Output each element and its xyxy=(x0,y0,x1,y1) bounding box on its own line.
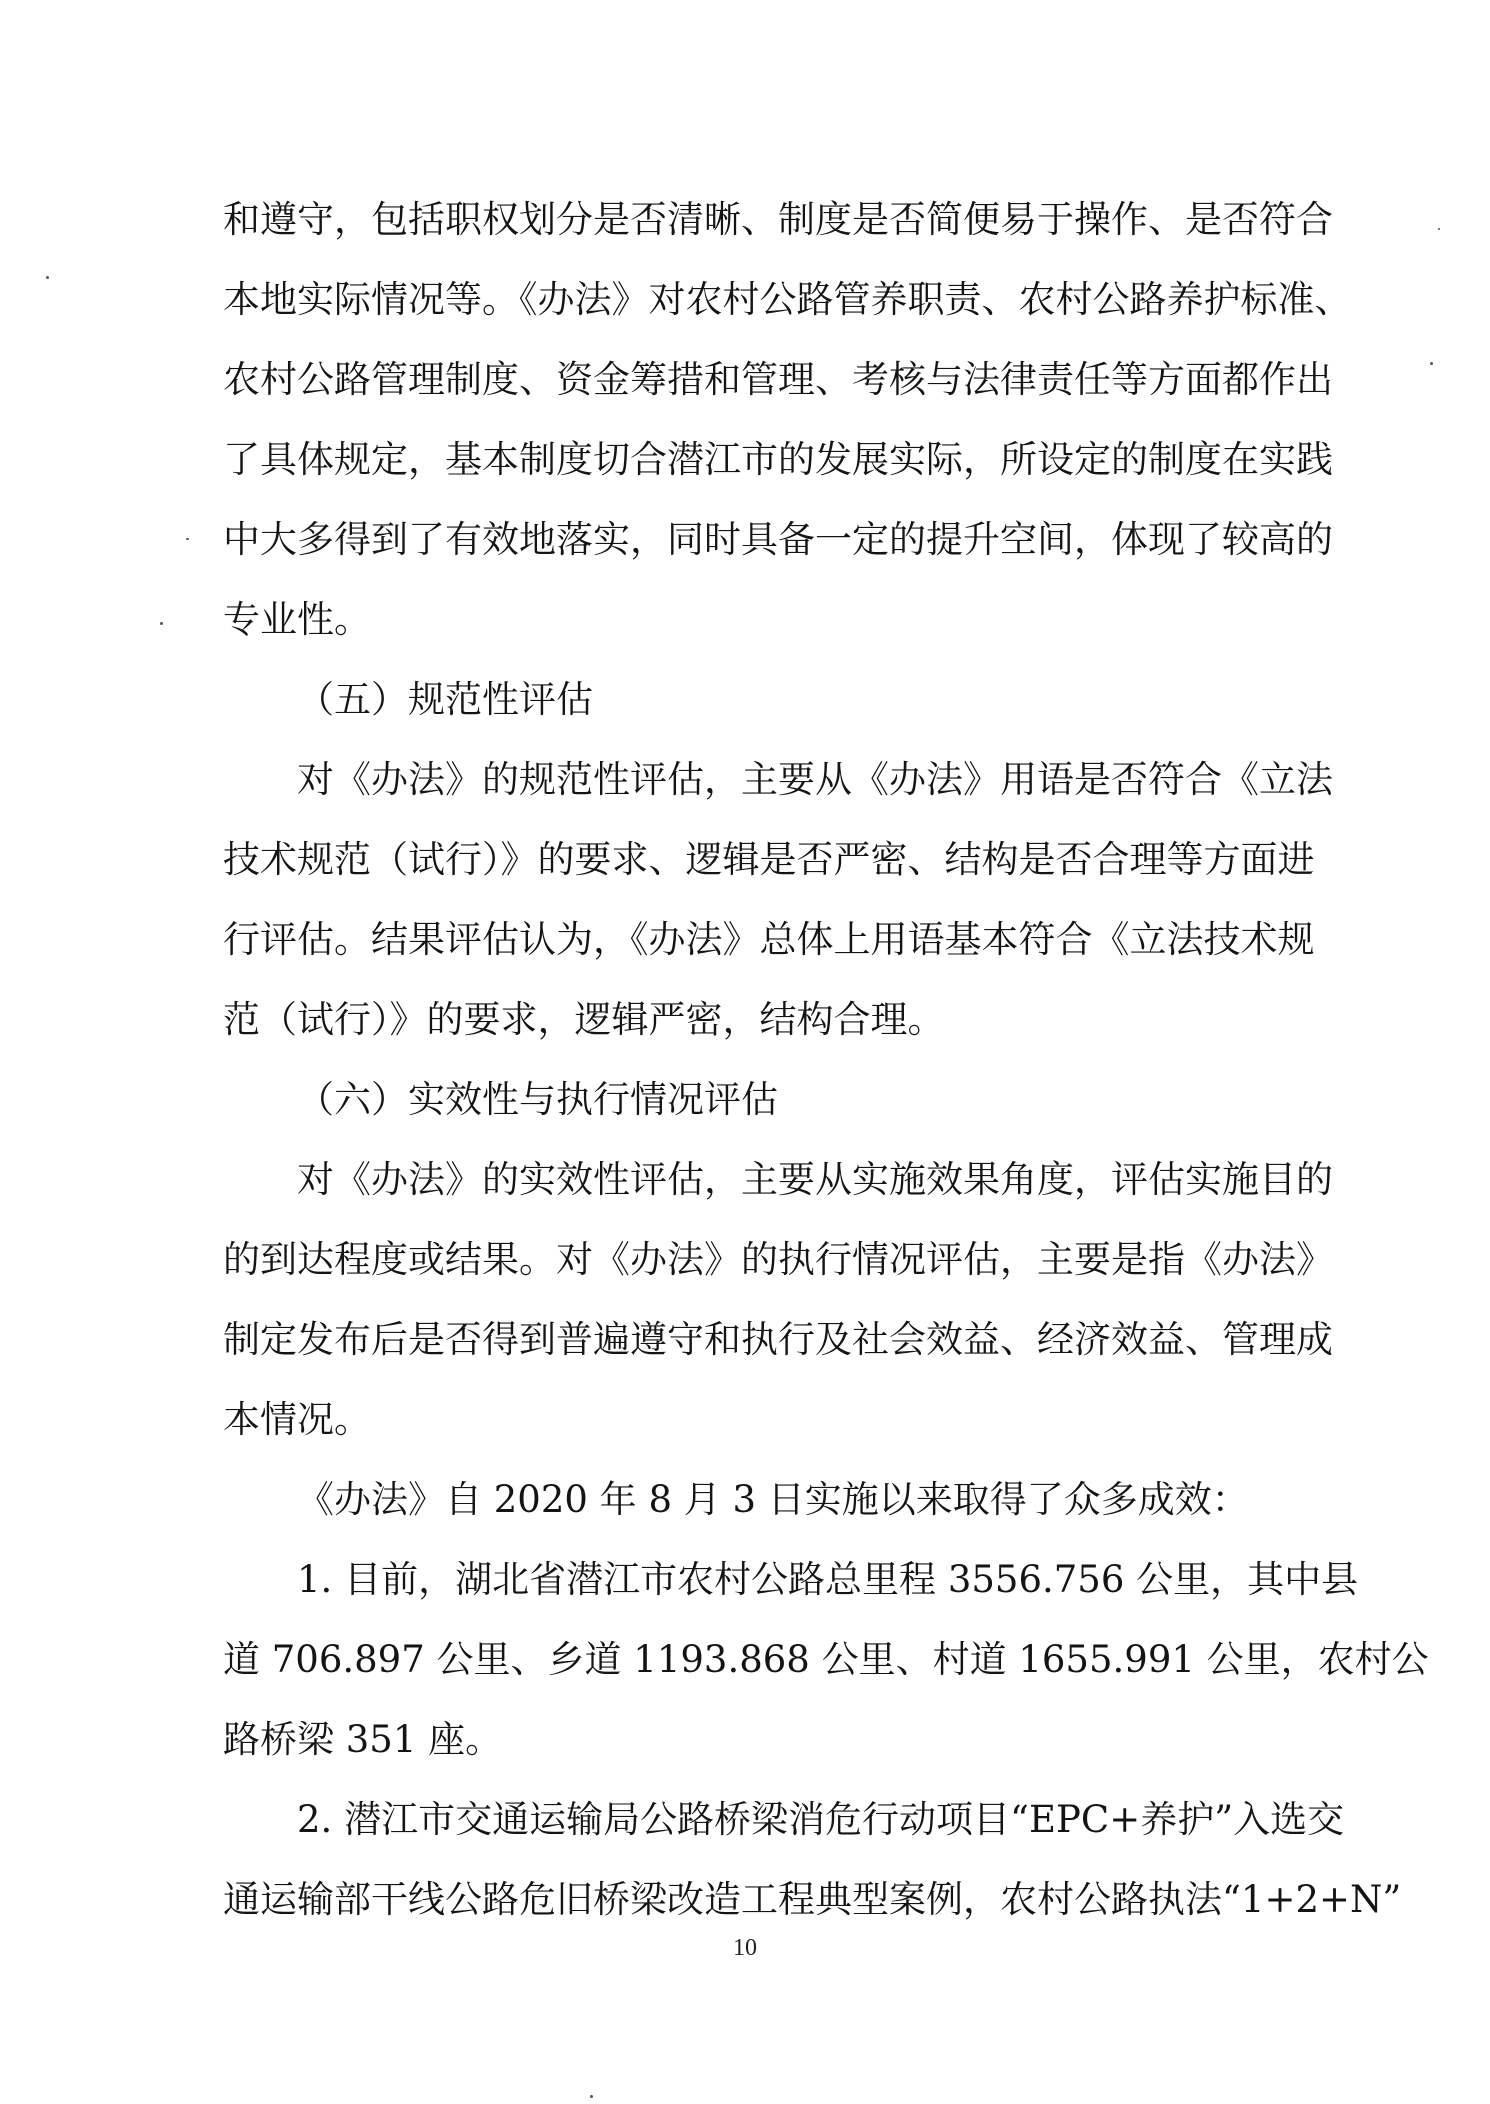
text-line: 的到达程度或结果。对《办法》的执行情况评估，主要是指《办法》 xyxy=(223,1238,1333,1281)
list-item-two: 2. 潜江市交通运输局公路桥梁消危行动项目“EPC+养护”入选交 xyxy=(297,1798,1345,1841)
text-line: 中大多得到了有效地落实，同时具备一定的提升空间，体现了较高的 xyxy=(223,518,1333,561)
text-line: 对《办法》的实效性评估，主要从实施效果角度，评估实施目的 xyxy=(297,1158,1333,1201)
text-line: 路桥梁 351 座。 xyxy=(223,1718,503,1761)
text-line: 本地实际情况等。《办法》对农村公路管养职责、农村公路养护标准、 xyxy=(223,278,1352,321)
text-line: 通运输部干线公路危旧桥梁改造工程典型案例，农村公路执法“1+2+N” xyxy=(223,1878,1402,1921)
page-number: 10 xyxy=(733,1935,757,1961)
scan-speck xyxy=(590,2095,593,2098)
text-line: 对《办法》的规范性评估，主要从《办法》用语是否符合《立法 xyxy=(297,758,1333,801)
text-line: 和遵守，包括职权划分是否清晰、制度是否简便易于操作、是否符合 xyxy=(223,198,1333,241)
scan-speck xyxy=(46,276,49,279)
scan-speck xyxy=(1430,362,1433,365)
text-line: 《办法》自 2020 年 8 月 3 日实施以来取得了众多成效： xyxy=(297,1478,1249,1521)
document-body xyxy=(223,195,1429,1955)
text-line: 行评估。结果评估认为，《办法》总体上用语基本符合《立法技术规 xyxy=(223,918,1315,961)
text-line: 了具体规定，基本制度切合潜江市的发展实际，所设定的制度在实践 xyxy=(223,438,1333,481)
section-heading-six: （六）实效性与执行情况评估 xyxy=(297,1078,778,1121)
section-heading-five: （五）规范性评估 xyxy=(297,678,593,721)
text-line: 道 706.897 公里、乡道 1193.868 公里、村道 1655.991 公里，农村公 xyxy=(223,1638,1429,1681)
scan-speck xyxy=(1438,228,1440,230)
text-line: 农村公路管理制度、资金筹措和管理、考核与法律责任等方面都作出 xyxy=(223,358,1333,401)
text-line: 制定发布后是否得到普遍遵守和执行及社会效益、经济效益、管理成 xyxy=(223,1318,1333,1361)
scan-speck xyxy=(160,622,163,625)
text-line: 本情况。 xyxy=(223,1398,371,1441)
scan-speck xyxy=(186,538,189,540)
text-line: 技术规范（试行）》的要求、逻辑是否严密、结构是否合理等方面进 xyxy=(223,838,1315,881)
text-line: 范（试行）》的要求，逻辑严密，结构合理。 xyxy=(223,998,945,1041)
list-item-one: 1. 目前，湖北省潜江市农村公路总里程 3556.756 公里，其中县 xyxy=(297,1558,1359,1601)
text-line: 专业性。 xyxy=(223,598,371,641)
